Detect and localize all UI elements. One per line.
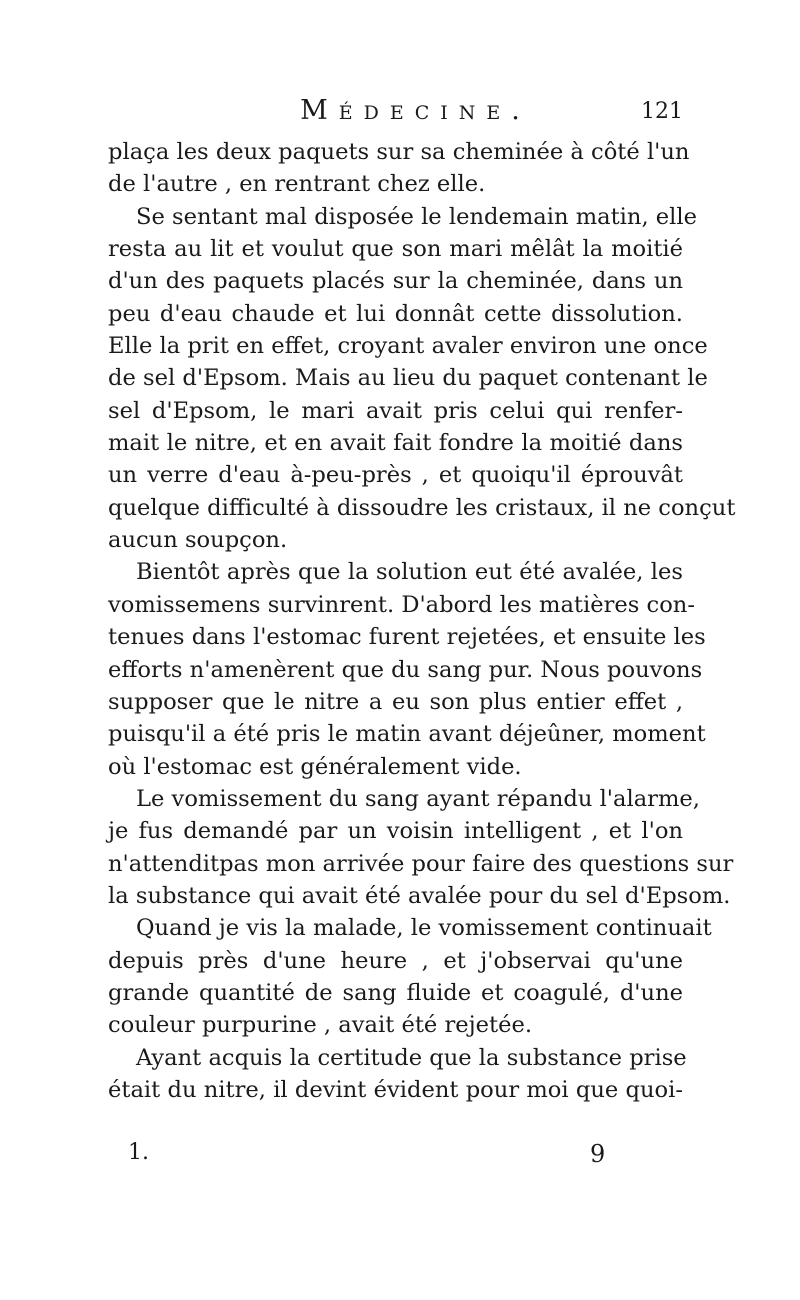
text-line: tenues dans l'estomac furent rejetées, et ensuite les xyxy=(108,624,706,651)
page-header xyxy=(108,95,683,135)
page-footer xyxy=(108,1140,683,1180)
text-line: Quand je vis la malade, le vomissement continuait xyxy=(136,915,712,942)
text-line: puisqu'il a été pris le matin avant déjeûner, moment xyxy=(108,721,706,748)
text-line: Elle la prit en effet, croyant avaler environ une once xyxy=(108,333,708,360)
signature-number: 9 xyxy=(590,1140,606,1168)
text-line: supposer que le nitre a eu son plus entier effet , xyxy=(108,688,683,715)
text-line: je fus demandé par un voisin intelligent , et l'on xyxy=(108,818,683,845)
text-line: n'attenditpas mon arrivée pour faire des questions sur xyxy=(108,850,734,877)
text-line: quelque difficulté à dissoudre les cristaux, il ne conçut xyxy=(108,494,736,521)
text-line: vomissemens survinrent. D'abord les matières con- xyxy=(108,591,695,618)
running-title: Médecine. xyxy=(300,95,531,126)
text-line: efforts n'amenèrent que du sang pur. Nous pouvons xyxy=(108,656,703,683)
text-line: sel d'Epsom, le mari avait pris celui qui renfer- xyxy=(108,397,683,424)
text-line: de l'autre , en rentrant chez elle. xyxy=(108,171,486,198)
text-line: un verre d'eau à-peu-près , et quoiqu'il éprouvât xyxy=(108,462,683,489)
text-line: peu d'eau chaude et lui donnât cette dissolution. xyxy=(108,300,683,327)
text-line: grande quantité de sang fluide et coagulé, d'une xyxy=(108,979,683,1006)
text-line: Le vomissement du sang ayant répandu l'alarme, xyxy=(136,785,700,812)
text-line: Ayant acquis la certitude que la substance prise xyxy=(136,1044,687,1071)
text-line: couleur purpurine , avait été rejetée. xyxy=(108,1012,533,1039)
text-line: plaça les deux paquets sur sa cheminée à côté l'un xyxy=(108,139,690,165)
text-line: d'un des paquets placés sur la cheminée, dans un xyxy=(108,268,683,295)
body-text xyxy=(108,136,736,1106)
text-line: Se sentant mal disposée le lendemain matin, elle xyxy=(136,203,698,230)
text-line: aucun soupçon. xyxy=(108,527,288,554)
text-line: mait le nitre, et en avait fait fondre la moitié dans xyxy=(108,430,683,457)
text-line: était du nitre, il devint évident pour moi que quoi- xyxy=(108,1076,683,1103)
text-line: la substance qui avait été avalée pour du sel d'Epsom. xyxy=(108,882,731,909)
text-line: de sel d'Epsom. Mais au lieu du paquet contenant le xyxy=(108,365,708,392)
text-line: Bientôt après que la solution eut été avalée, les xyxy=(136,559,683,586)
signature-mark: 1. xyxy=(128,1140,149,1165)
page-number: 121 xyxy=(641,99,683,124)
text-line: resta au lit et voulut que son mari mêlât la moitié xyxy=(108,236,683,263)
text-line: depuis près d'une heure , et j'observai qu'une xyxy=(108,947,683,974)
text-line: où l'estomac est généralement vide. xyxy=(108,753,522,780)
